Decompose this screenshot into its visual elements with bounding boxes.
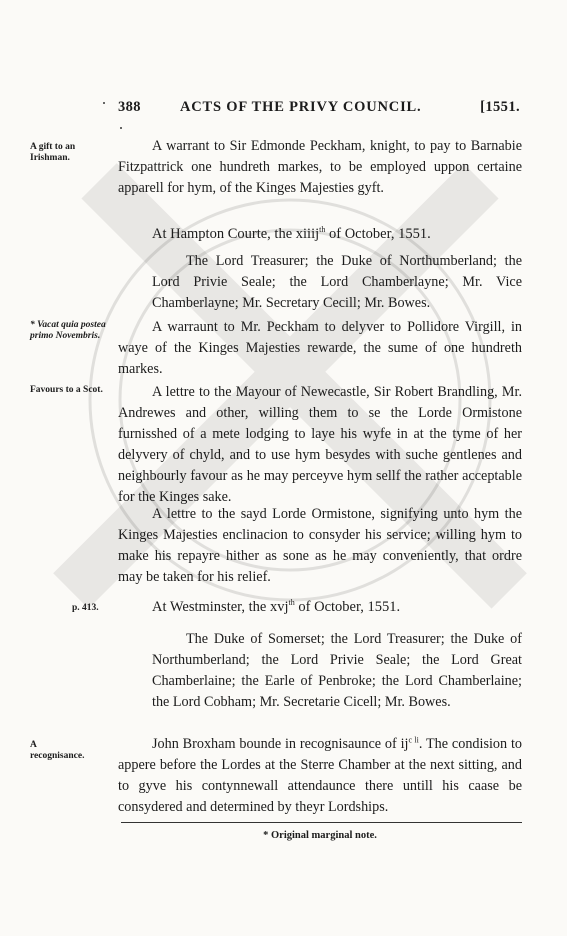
margin-tick [120, 127, 122, 129]
entry-lettre-ormistone: A lettre to the sayd Lorde Ormistone, signifying unto hym the Kinges Majesties enclinacion to consyder his service; willing hym to make his repayre hither as sone as he may conveniently, that ordre may be taken for his relief. [118, 506, 522, 585]
attendance-westminster: The Duke of Somerset; the Lord Treasurer; the Duke of Northumberland; the Lord Privie Seale; the Lord Great Chamberlaine; the Earle of Penbroke; the Lord Chamberlaine; the Lord Cobham; Mr. Secretarie Cicell; Mr. Bowes. [152, 631, 522, 710]
heading-text: of October, 1551. [294, 599, 401, 615]
heading-text: At Westminster, the xvj [152, 599, 289, 615]
entry-text: . The condision to appere before the Lordes at the Sterre Chamber at the next sitting, and to gyve his contynnewall attendaunce there untill his caase be consydered and determined by theyr Lordships. [118, 736, 523, 815]
entry-warrant-virgill: A warraunt to Mr. Peckham to delyver to Pollidore Virgill, in waye of the Kinges Majesties rewarde, the sume of one hundreth markes. [118, 319, 522, 377]
margin-note-gift: A gift to an Irishman. [30, 142, 76, 163]
running-title: ACTS OF THE PRIVY COUNCIL. [180, 99, 422, 115]
session-heading-westminster [152, 597, 522, 618]
footnote: * Original marginal note. [263, 830, 377, 841]
page-number: 388 [118, 99, 141, 115]
session-heading-hampton [152, 224, 522, 245]
entry-superscript: c li [408, 735, 419, 745]
margin-note-favours: Favours to a Scot. [30, 385, 103, 395]
entry-lettre-mayour: A lettre to the Mayour of Newecastle, Sir Robert Brandling, Mr. Andrewes and other, willing them to se the Lorde Ormistone furnisshed of a mete lodging to laye his wyfe in at the tyme of her delyvery of chyld, and to use hym besydes with suche gentlenes and neighbourly favour as he may perceyve hym sellf the rather acceptable for the Kinges sake. [118, 384, 522, 505]
attendance-hampton: The Lord Treasurer; the Duke of Northumberland; the Lord Privie Seale; the Lord Chamberlayne; Mr. Vice Chamberlayne; Mr. Secretary Cecill; Mr. Bowes. [152, 253, 522, 311]
margin-note-page-ref: p. 413. [72, 603, 99, 613]
entry-recognisance [118, 734, 522, 818]
entry-warrant-fitzpatrick: A warrant to Sir Edmonde Peckham, knight, to pay to Barnabie Fitzpattrick one hundreth markes, to be employed uppon certaine apparell for hym, of the Kinges Majesties gyft. [118, 138, 522, 196]
margin-note-vacat: * Vacat quia postea primo Novembris. [30, 320, 106, 341]
header-year: [1551. [480, 99, 520, 115]
heading-text: of October, 1551. [325, 226, 431, 242]
margin-note-recognisance: A recognisance. [30, 740, 85, 761]
entry-text: John Broxham bounde in recognisaunce of ij [152, 736, 409, 752]
heading-superscript: th [288, 598, 295, 608]
margin-tick [103, 102, 105, 104]
footnote-rule [121, 822, 522, 823]
heading-text: At Hampton Courte, the xiiij [152, 226, 320, 242]
heading-superscript: th [319, 225, 326, 235]
